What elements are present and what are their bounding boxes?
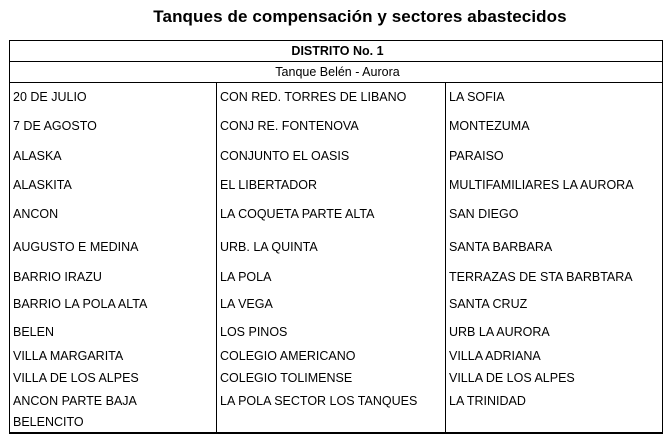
sector-cell: ANCON — [10, 199, 217, 230]
document-title: Tanques de compensación y sectores abastecidos — [153, 7, 567, 26]
sector-cell: VILLA ADRIANA — [446, 346, 663, 367]
sector-cell: MULTIFAMILIARES LA AURORA — [446, 171, 663, 199]
table-row — [10, 367, 663, 390]
table-row — [10, 390, 663, 412]
sector-cell: BELEN — [10, 318, 217, 346]
table-row — [10, 230, 663, 264]
table-row — [10, 141, 663, 171]
sector-cell — [217, 412, 446, 433]
sector-cell: LA POLA SECTOR LOS TANQUES — [217, 390, 446, 412]
table-row — [10, 171, 663, 199]
table-row — [10, 318, 663, 346]
sector-cell: VILLA DE LOS ALPES — [446, 367, 663, 390]
table-row — [10, 412, 663, 433]
table-row — [10, 199, 663, 230]
sector-cell: LA TRINIDAD — [446, 390, 663, 412]
sector-cell: URB LA AURORA — [446, 318, 663, 346]
table-row — [10, 346, 663, 367]
sectors-table — [9, 40, 663, 434]
sector-cell: PARAISO — [446, 141, 663, 171]
sector-cell: LOS PINOS — [217, 318, 446, 346]
sector-cell: AUGUSTO E MEDINA — [10, 230, 217, 264]
sector-cell: EL LIBERTADOR — [217, 171, 446, 199]
sector-cell: SANTA BARBARA — [446, 230, 663, 264]
table-row — [10, 264, 663, 290]
sector-cell — [446, 412, 663, 433]
sector-cell: 20 DE JULIO — [10, 83, 217, 111]
sector-cell: CONJUNTO EL OASIS — [217, 141, 446, 171]
sector-cell: TERRAZAS DE STA BARBTARA — [446, 264, 663, 290]
sector-cell: ALASKA — [10, 141, 217, 171]
sector-cell: VILLA MARGARITA — [10, 346, 217, 367]
sector-cell: SAN DIEGO — [446, 199, 663, 230]
sector-cell: BELENCITO — [10, 412, 217, 433]
table-row — [10, 290, 663, 318]
sector-cell: LA COQUETA PARTE ALTA — [217, 199, 446, 230]
sector-cell: COLEGIO AMERICANO — [217, 346, 446, 367]
sector-cell: CONJ RE. FONTENOVA — [217, 111, 446, 141]
sector-cell: SANTA CRUZ — [446, 290, 663, 318]
sector-cell: MONTEZUMA — [446, 111, 663, 141]
tank-name: Tanque Belén - Aurora — [10, 62, 663, 83]
district-header: DISTRITO No. 1 — [10, 41, 663, 62]
sector-cell: CON RED. TORRES DE LIBANO — [217, 83, 446, 111]
sector-cell: BARRIO IRAZU — [10, 264, 217, 290]
sector-cell: ANCON PARTE BAJA — [10, 390, 217, 412]
table-row — [10, 83, 663, 111]
table-row — [10, 111, 663, 141]
sector-cell: BARRIO LA POLA ALTA — [10, 290, 217, 318]
sector-cell: VILLA DE LOS ALPES — [10, 367, 217, 390]
sector-cell: LA SOFIA — [446, 83, 663, 111]
sector-cell: LA VEGA — [217, 290, 446, 318]
sector-cell: COLEGIO TOLIMENSE — [217, 367, 446, 390]
sector-cell: URB. LA QUINTA — [217, 230, 446, 264]
sector-cell: 7 DE AGOSTO — [10, 111, 217, 141]
sector-cell: ALASKITA — [10, 171, 217, 199]
sector-cell: LA POLA — [217, 264, 446, 290]
